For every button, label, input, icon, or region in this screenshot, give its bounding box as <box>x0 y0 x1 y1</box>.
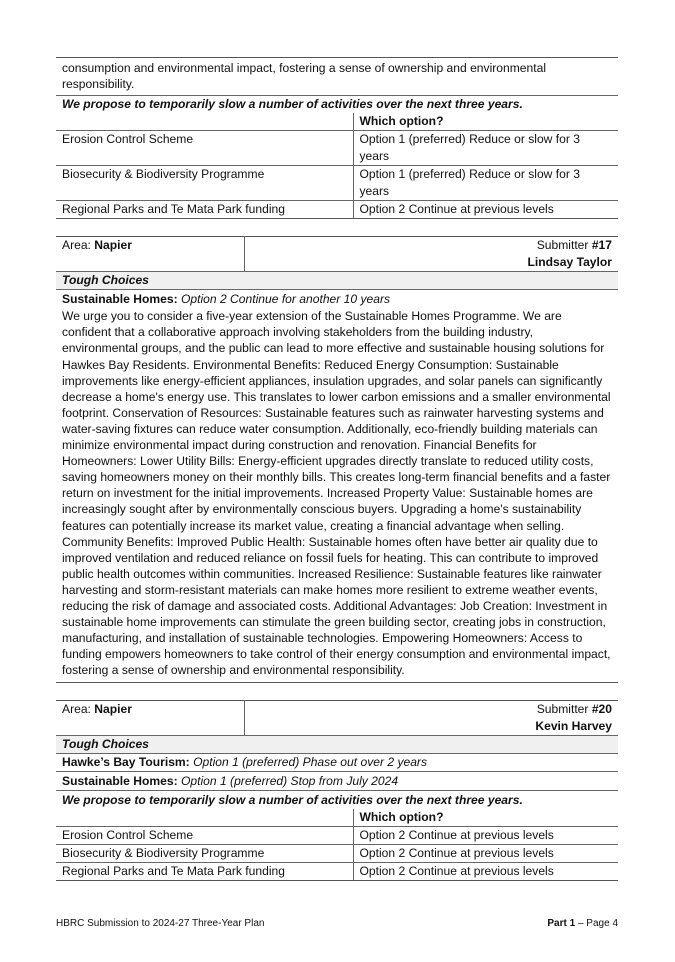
document-page <box>56 0 618 881</box>
footer-title: HBRC Submission to 2024-27 Three-Year Plan <box>56 918 265 929</box>
area-value: Napier <box>94 702 132 717</box>
table-row <box>56 166 618 201</box>
slow-heading: We propose to temporarily slow a number of activities over the next three years. <box>56 95 618 113</box>
activity-cell: Biosecurity & Biodiversity Programme <box>56 166 353 201</box>
which-option-header: Which option? <box>353 113 618 131</box>
table-row <box>56 131 618 166</box>
tough-choices-heading: Tough Choices <box>56 271 618 290</box>
area-cell: Area: Napier <box>56 701 244 736</box>
option-cell: Option 2 Continue at previous levels <box>353 863 618 881</box>
area-cell: Area: Napier <box>56 237 244 272</box>
option-cell: Option 2 Continue at previous levels <box>353 845 618 863</box>
table-row <box>56 845 618 863</box>
area-value: Napier <box>94 238 132 253</box>
options-table-1 <box>56 113 618 219</box>
sustainable-homes-line: Sustainable Homes: Option 1 (preferred) Stop from July 2024 <box>56 772 618 791</box>
table-row <box>56 863 618 881</box>
submitter-20-header <box>56 700 618 735</box>
option-cell: Option 1 (preferred) Reduce or slow for 3 years <box>353 131 618 166</box>
page-footer <box>56 918 618 929</box>
options-table-2 <box>56 809 618 881</box>
tourism-option: Option 1 (preferred) Phase out over 2 years <box>193 755 428 770</box>
activity-cell: Regional Parks and Te Mata Park funding <box>56 201 353 219</box>
submitter-number: #20 <box>591 702 612 717</box>
activity-cell: Erosion Control Scheme <box>56 827 353 845</box>
activity-cell: Biosecurity & Biodiversity Programme <box>56 845 353 863</box>
submission-body: We urge you to consider a five-year extension of the Sustainable Homes Programme. We are confident that a collaborative approach involving stakeholders from the building industry, environmental groups, and the public can lead to more effective and sustainable housing solutions for Hawkes Bay Residents. Environmental Benefits: Reduced Energy Consumption: Sustainable improvements like energy-efficient appliances, insulation upgrades, and solar panels can significantly decrease a home's energy use. This translates to lower carbon emissions and a smaller environmental footprint. Conservation of Resources: Sustainable features such as rainwater harvesting systems and water-saving fixtures can reduce water consumption. Additionally, eco-friendly building materials can minimize environmental impact during construction and renovation. Financial Benefits for Homeowners: Lower Utility Bills: Energy-efficient upgrades directly translate to reduced utility costs, saving homeowners money on their monthly bills. This creates long-term financial benefits and a faster return on investment for the initial improvements. Increased Property Value: Sustainable homes are increasingly sought after by environmentally conscious buyers. Upgrading a home's sustainability features can potentially increase its market value, creating a financial advantage when selling. Community Benefits: Improved Public Health: Sustainable homes often have better air quality due to improved ventilation and reduced reliance on fossil fuels for heating. This can contribute to improved public health outcomes within communities. Increased Resilience: Sustainable features like rainwater harvesting and storm-resistant materials can make homes more resilient to extreme weather events, reducing the risk of damage and associated costs. Additional Advantages: Job Creation: Investment in sustainable home improvements can stimulate the green building sector, creating jobs in construction, manufacturing, and installation of sustainable technologies. Empowering Homeowners: Access to funding empowers homeowners to take control of their energy consumption and environmental impact, fostering a sense of ownership and environmental responsibility. <box>56 307 618 683</box>
option-cell: Option 1 (preferred) Reduce or slow for 3 years <box>353 166 618 201</box>
footer-page-number: Part 1 – Page 4 <box>547 918 618 929</box>
sustainable-homes-option: Option 1 (preferred) Stop from July 2024 <box>180 774 399 789</box>
option-cell: Option 2 Continue at previous levels <box>353 201 618 219</box>
option-cell: Option 2 Continue at previous levels <box>353 827 618 845</box>
tough-choices-heading: Tough Choices <box>56 735 618 754</box>
table-row <box>56 827 618 845</box>
submitter-name: Kevin Harvey <box>535 719 612 734</box>
intro-paragraph: consumption and environmental impact, fostering a sense of ownership and environmental responsibility. <box>62 61 547 92</box>
sustainable-homes-line: Sustainable Homes: Option 2 Continue for another 10 years <box>62 292 391 307</box>
submitter-cell: Submitter #20 Kevin Harvey <box>535 702 612 734</box>
submitter-number: #17 <box>591 238 612 253</box>
activity-cell: Erosion Control Scheme <box>56 131 353 166</box>
slow-heading: We propose to temporarily slow a number of activities over the next three years. <box>62 793 523 808</box>
submitter-name: Lindsay Taylor <box>527 255 612 270</box>
table-row <box>56 201 618 219</box>
tourism-line: Hawke’s Bay Tourism: Option 1 (preferred) Phase out over 2 years <box>56 754 618 772</box>
sustainable-homes-option: Option 2 Continue for another 10 years <box>180 292 391 307</box>
submitter-17-header <box>56 236 618 271</box>
which-option-header: Which option? <box>353 809 618 827</box>
activity-cell: Regional Parks and Te Mata Park funding <box>56 863 353 881</box>
submitter-cell: Submitter #17 Lindsay Taylor <box>527 238 612 270</box>
